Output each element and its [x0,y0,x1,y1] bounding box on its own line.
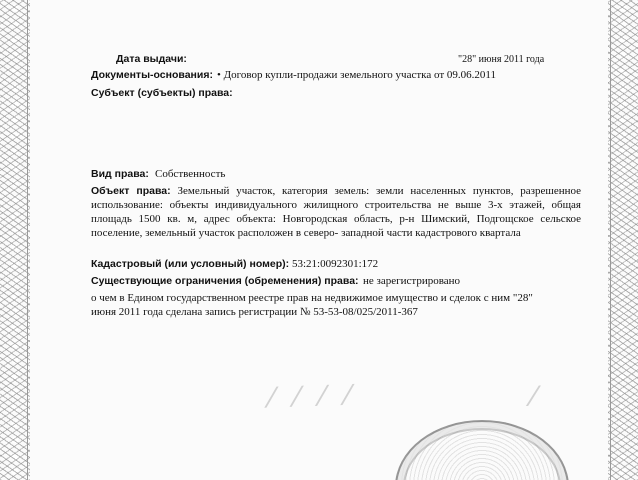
object-of-right-description: Земельный участок, категория земель: земли населенных пунктов, разрешенное использование: объекты индивидуального жилищного строительства не выше 3-х этажей, общая площадь 1500 кв. м, адрес объекта: Новгородская область, р-н Шимский, Подгощское сельское поселение, земельный участок расположен в северо- западной части кадастрового квартала [91,185,582,239]
encumbrances-value: не зарегистрировано [363,275,461,287]
basis-documents-label: Документы-основания: [91,69,213,81]
issue-date-label: Дата выдачи: [116,53,187,65]
registry-record-line-1: о чем в Едином государственном реестре прав на недвижимое имущество и сделок с ним "28" [91,292,533,304]
official-seal [395,420,569,480]
object-of-right-label: Объект права: [91,185,171,197]
encumbrances-label: Существующие ограничения (обременения) права: [91,275,359,287]
right-type-label: Вид права: [91,168,149,180]
registry-record-line-2: июня 2011 года сделана запись регистрации № 53-53-08/025/2011-367 [91,306,418,318]
right-ornamental-border [608,0,638,480]
object-of-right [91,184,581,240]
faint-stamp-watermark-right: ⁄ [532,380,538,413]
faint-stamp-watermark: ⁄ ⁄ ⁄ ⁄ [269,378,358,415]
right-type-value: Собственность [155,168,226,180]
issue-date-value: "28" июня 2011 года [458,54,545,65]
cadastral-number-value: 53:21:0092301:172 [292,258,379,270]
cadastral-number-label: Кадастровый (или условный) номер): [91,258,290,270]
basis-documents-value: • Договор купли-продажи земельного участка от 09.06.2011 [217,69,496,81]
subjects-label: Субъект (субъекты) права: [91,87,233,99]
left-ornamental-border [0,0,30,480]
